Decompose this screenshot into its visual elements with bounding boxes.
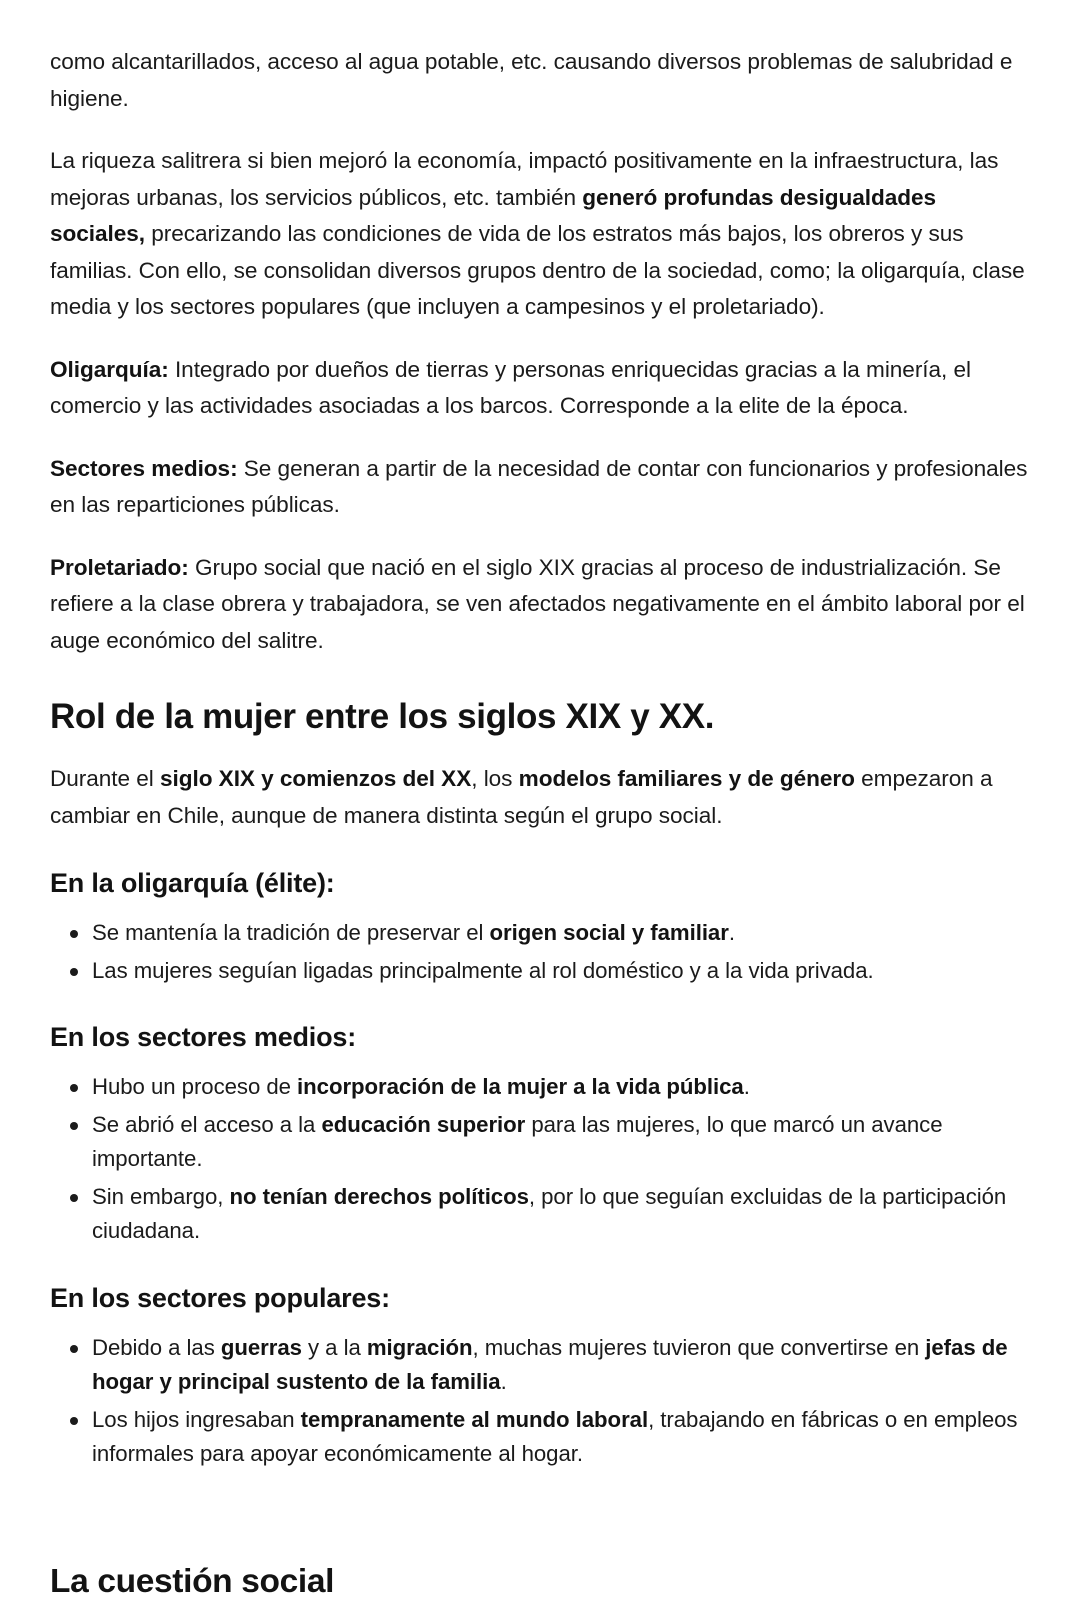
bold-run: Sectores medios: bbox=[50, 455, 238, 481]
bold-run: Rol de la mujer entre los siglos XIX y XX. bbox=[50, 697, 715, 736]
bold-run: migración bbox=[366, 1334, 473, 1360]
paragraph: Proletariado: Grupo social que nació en el siglo XIX gracias al proceso de industrialización. Se refiere a la clase obrera y trabajadora, se ven afectados negativamente en el ámbito laboral por el auge económico del salitre. bbox=[50, 554, 1025, 653]
bold-run: jefas de hogar y principal sustento de la familia bbox=[92, 1334, 1008, 1394]
bold-run: siglo XIX y comienzos del XX bbox=[159, 766, 472, 791]
paragraph: Sectores medios: Se generan a partir de la necesidad de contar con funcionarios y profesionales en las reparticiones públicas. bbox=[50, 455, 1028, 517]
bullet-list bbox=[50, 916, 1032, 988]
bold-run: guerras bbox=[220, 1334, 302, 1360]
bold-run: En los sectores medios: bbox=[50, 1022, 357, 1052]
bold-run: no tenían derechos políticos bbox=[229, 1183, 529, 1209]
paragraph: La riqueza salitrera si bien mejoró la economía, impactó positivamente en la infraestructura, las mejoras urbanas, los servicios públicos, etc. también generó profundas desigualdades sociales, precarizando las condiciones de vida de los estratos más bajos, los obreros y sus familias. Con ello, se consolidan diversos grupos dentro de la sociedad, como; la oligarquía, clase media y los sectores populares (que incluyen a campesinos y el proletariado). bbox=[50, 148, 1025, 319]
bold-run: En la oligarquía (élite): bbox=[50, 868, 335, 898]
list-item: Se mantenía la tradición de preservar el origen social y familiar. bbox=[50, 916, 1032, 951]
subsection-heading bbox=[50, 1020, 1032, 1054]
list-item: Sin embargo, no tenían derechos políticos, por lo que seguían excluidas de la participación ciudadana. bbox=[50, 1180, 1032, 1249]
bold-run: incorporación de la mujer a la vida pública bbox=[297, 1074, 744, 1099]
subsection-heading bbox=[50, 1281, 1032, 1315]
bullet-list bbox=[50, 1070, 1032, 1249]
section-heading bbox=[50, 1560, 1032, 1604]
list-item: Los hijos ingresaban tempranamente al mundo laboral, trabajando en fábricas o en empleos informales para apoyar económicamente al hogar. bbox=[50, 1403, 1032, 1472]
bold-run: Oligarquía: bbox=[50, 356, 169, 382]
list-item: Se abrió el acceso a la educación superior para las mujeres, lo que marcó un avance importante. bbox=[50, 1108, 1032, 1177]
paragraph: como alcantarillados, acceso al agua potable, etc. causando diversos problemas de salubridad e higiene. bbox=[50, 49, 1013, 111]
bold-run: En los sectores populares: bbox=[50, 1282, 390, 1313]
document-body bbox=[50, 44, 1032, 1604]
paragraph: Durante el siglo XIX y comienzos del XX, los modelos familiares y de género empezaron a cambiar en Chile, aunque de manera distinta según el grupo social. bbox=[50, 766, 993, 828]
bold-run: Proletariado: bbox=[50, 554, 189, 580]
bold-run: origen social y familiar bbox=[489, 920, 729, 945]
bold-run: modelos familiares y de género bbox=[518, 766, 855, 791]
paragraph: Oligarquía: Integrado por dueños de tierras y personas enriquecidas gracias a la minería, el comercio y las actividades asociadas a los barcos. Corresponde a la elite de la época. bbox=[50, 356, 971, 418]
list-item: Las mujeres seguían ligadas principalmente al rol doméstico y a la vida privada. bbox=[50, 954, 1032, 989]
bold-run: La cuestión social bbox=[50, 1562, 335, 1600]
list-item: Debido a las guerras y a la migración, muchas mujeres tuvieron que convertirse en jefas de hogar y principal sustento de la familia. bbox=[50, 1331, 1032, 1400]
bold-run: tempranamente al mundo laboral bbox=[300, 1406, 649, 1432]
bold-run: generó profundas desigualdades sociales, bbox=[50, 184, 937, 246]
bold-run: educación superior bbox=[321, 1111, 526, 1137]
list-item: Hubo un proceso de incorporación de la mujer a la vida pública. bbox=[50, 1070, 1032, 1105]
bullet-list bbox=[50, 1331, 1032, 1472]
subsection-heading bbox=[50, 866, 1032, 900]
section-heading bbox=[50, 695, 1032, 739]
